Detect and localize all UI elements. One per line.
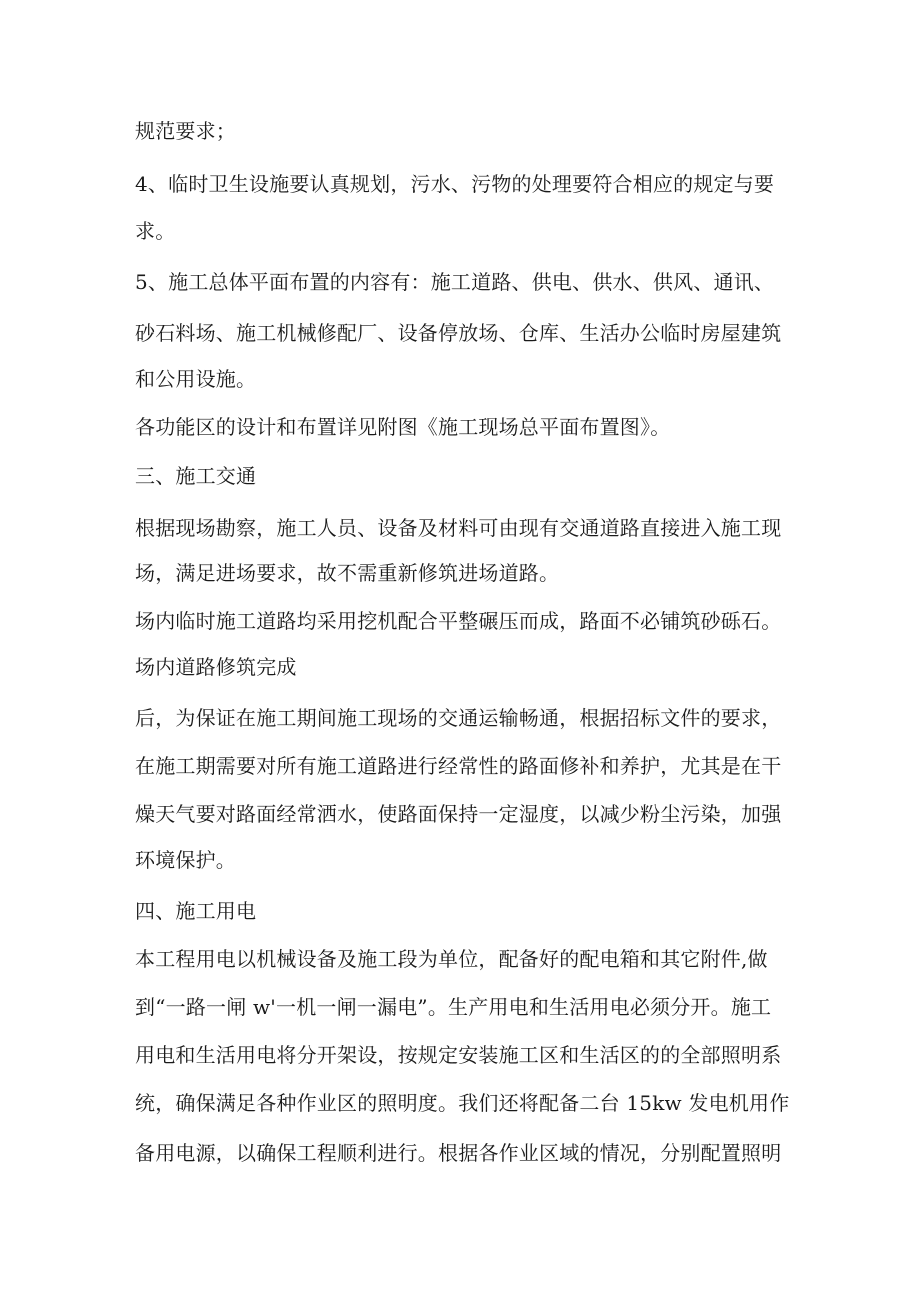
text-line: 场内临时施工道路均采用挖机配合平整碾压而成，路面不必铺筑砂砾石。 — [135, 609, 782, 633]
text-line: 各功能区的设计和布置详见附图《施工现场总平面布置图》。 — [135, 415, 671, 439]
text-line: 场，满足进场要求，故不需重新修筑进场道路。 — [135, 561, 560, 585]
text-line: 根据现场勘察，施工人员、设备及材料可由现有交通道路直接进入施工现 — [135, 516, 782, 540]
text-line: 到“一路一闸 w'一机一闸一漏电”。生产用电和生活用电必须分开。施工 — [135, 995, 772, 1019]
text-line: 4、临时卫生设施要认真规划，污水、污物的处理要符合相应的规定与要 — [135, 172, 775, 196]
text-line: 用电和生活用电将分开架设，按规定安装施工区和生活区的的全部照明系 — [135, 1043, 782, 1067]
text-line: 备用电源，以确保工程顺利进行。根据各作业区域的情况，分别配置照明 — [135, 1141, 782, 1165]
text-line: 求。 — [135, 219, 176, 243]
text-line: 5、施工总体平面布置的内容有：施工道路、供电、供水、供风、通讯、 — [135, 270, 775, 294]
text-line: 环境保护。 — [135, 848, 236, 872]
section-heading: 三、施工交通 — [135, 464, 257, 488]
text-line: 统，确保满足各种作业区的照明度。我们还将配备二台 15kw 发电机用作 — [135, 1091, 790, 1115]
text-line: 后，为保证在施工期间施工现场的交通运输畅通，根据招标文件的要求， — [135, 706, 782, 730]
text-line: 本工程用电以机械设备及施工段为单位，配备好的配电箱和其它附件,做 — [135, 947, 768, 971]
text-line: 燥天气要对路面经常洒水，使路面保持一定湿度，以减少粉尘污染，加强 — [135, 802, 782, 826]
text-line: 和公用设施。 — [135, 367, 257, 391]
text-line: 在施工期需要对所有施工道路进行经常性的路面修补和养护，尤其是在干 — [135, 754, 782, 778]
text-line: 规范要求； — [135, 119, 236, 143]
section-heading: 四、施工用电 — [135, 899, 257, 923]
text-line: 砂石料场、施工机械修配厂、设备停放场、仓库、生活办公临时房屋建筑 — [135, 321, 782, 345]
text-line: 场内道路修筑完成 — [135, 655, 297, 679]
